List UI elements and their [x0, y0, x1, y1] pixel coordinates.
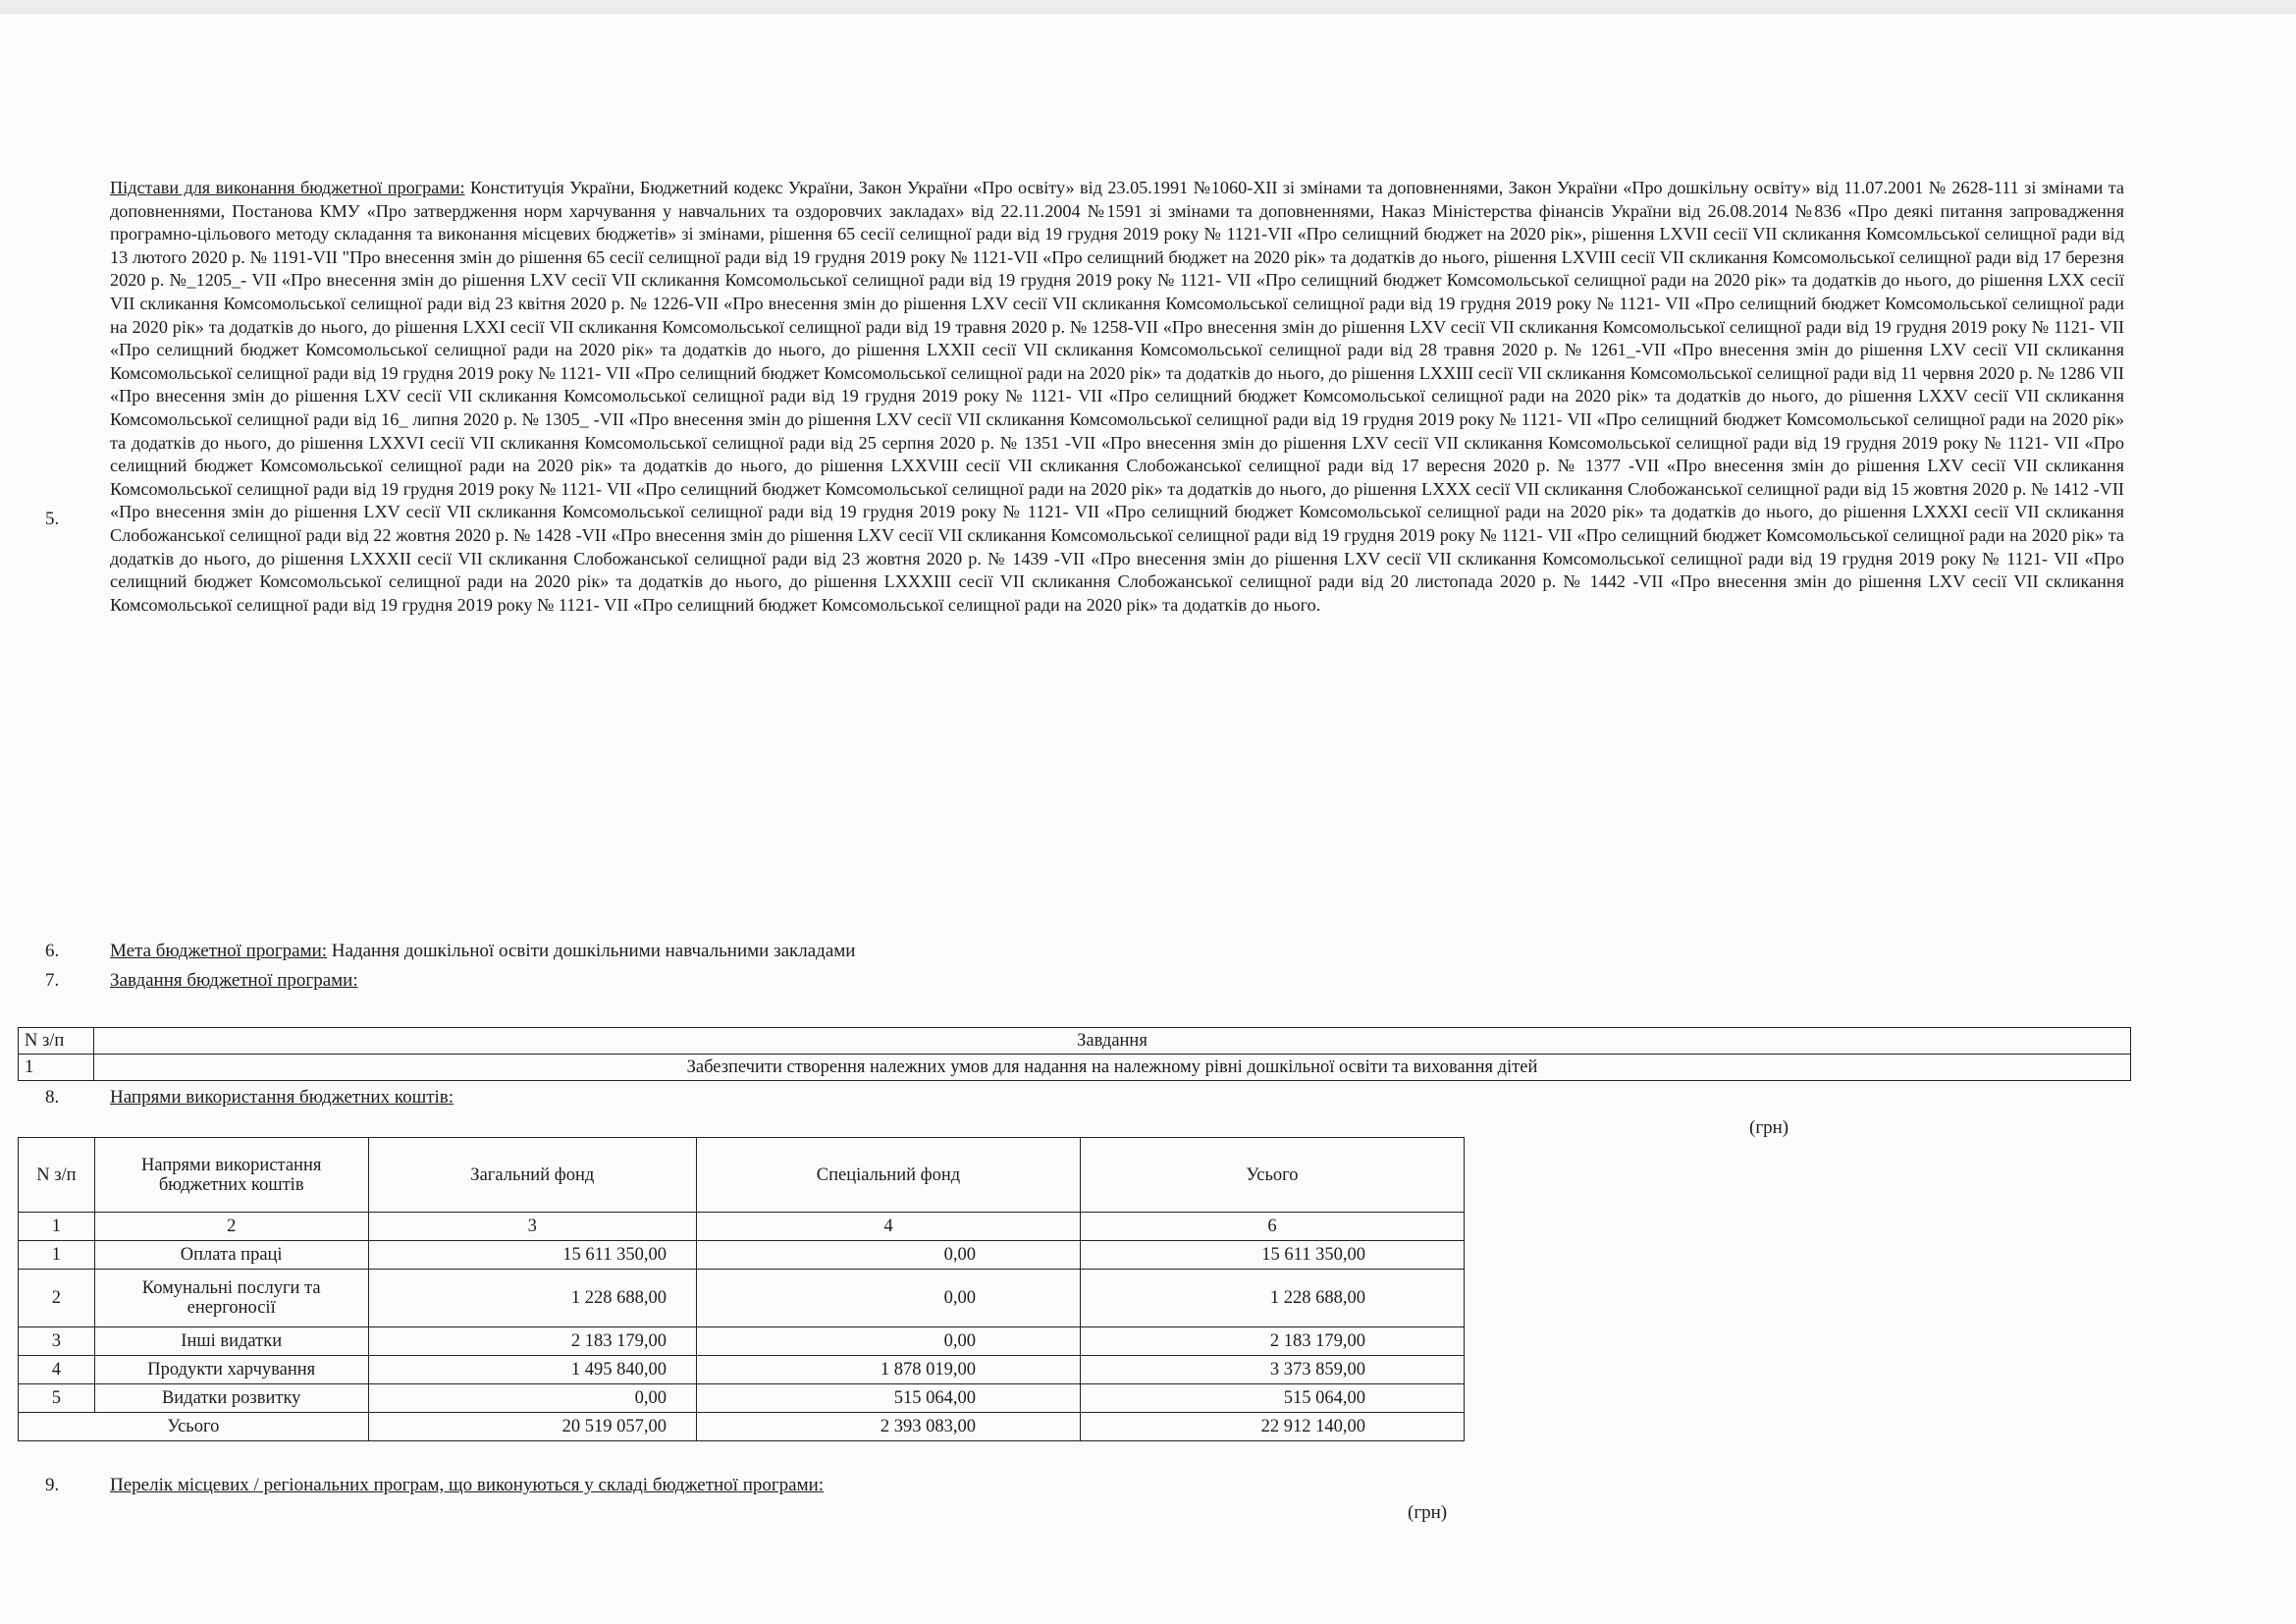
row-number: 5 — [19, 1384, 95, 1413]
row-direction: Інші видатки — [94, 1327, 368, 1356]
col-number: 3 — [368, 1213, 696, 1241]
row-general-fund: 2 183 179,00 — [368, 1327, 696, 1356]
table-row — [19, 1270, 1465, 1327]
col-number: 6 — [1080, 1213, 1464, 1241]
tasks-header-row — [19, 1028, 2131, 1055]
row-number: 1 — [19, 1241, 95, 1270]
col-number: 1 — [19, 1213, 95, 1241]
section-8-number: 8. — [45, 1087, 60, 1108]
section-7-number: 7. — [45, 970, 60, 991]
section-6-title: Мета бюджетної програми: — [110, 941, 328, 961]
header-general-fund: Загальний фонд — [368, 1138, 696, 1213]
section-8-title: Напрями використання бюджетних коштів: — [110, 1087, 454, 1108]
header-special-fund: Спеціальний фонд — [697, 1138, 1081, 1213]
row-number: 2 — [19, 1270, 95, 1327]
tasks-header-task: Завдання — [94, 1028, 2131, 1055]
header-direction: Напрями використання бюджетних коштів — [94, 1138, 368, 1213]
section-6-line — [110, 941, 855, 962]
table-row — [19, 1327, 1465, 1356]
tasks-header-number: N з/п — [19, 1028, 94, 1055]
row-general-fund: 1 228 688,00 — [368, 1270, 696, 1327]
task-number: 1 — [19, 1055, 94, 1081]
header-number: N з/п — [19, 1138, 95, 1213]
total-row — [19, 1413, 1465, 1441]
section-7-title: Завдання бюджетної програми: — [110, 970, 358, 991]
row-total: 15 611 350,00 — [1080, 1241, 1464, 1270]
row-special-fund: 0,00 — [697, 1241, 1081, 1270]
section-5-number: 5. — [45, 509, 60, 529]
total-sum: 22 912 140,00 — [1080, 1413, 1464, 1441]
row-special-fund: 1 878 019,00 — [697, 1356, 1081, 1384]
section-5-title: Підстави для виконання бюджетної програми: — [110, 178, 465, 197]
scan-edge — [0, 0, 2296, 14]
row-total: 3 373 859,00 — [1080, 1356, 1464, 1384]
section-6-number: 6. — [45, 941, 60, 961]
row-total: 2 183 179,00 — [1080, 1327, 1464, 1356]
column-number-row — [19, 1213, 1465, 1241]
section-9-title: Перелік місцевих / регіональних програм, що виконуються у складі бюджетної програми: — [110, 1475, 825, 1495]
total-special-fund: 2 393 083,00 — [697, 1413, 1081, 1441]
row-special-fund: 515 064,00 — [697, 1384, 1081, 1413]
row-number: 4 — [19, 1356, 95, 1384]
row-total: 1 228 688,00 — [1080, 1270, 1464, 1327]
row-general-fund: 15 611 350,00 — [368, 1241, 696, 1270]
tasks-table — [18, 1027, 2131, 1081]
row-direction: Продукти харчування — [94, 1356, 368, 1384]
section-5-paragraph — [110, 177, 2124, 617]
directions-header-row — [19, 1138, 1465, 1213]
total-general-fund: 20 519 057,00 — [368, 1413, 696, 1441]
row-general-fund: 1 495 840,00 — [368, 1356, 696, 1384]
section-9-unit: (грн) — [1408, 1502, 1448, 1523]
section-6-text: Надання дошкільної освіти дошкільними навчальними закладами — [331, 941, 856, 961]
header-total: Усього — [1080, 1138, 1464, 1213]
section-5-text: Конституція України, Бюджетний кодекс України, Закон України «Про освіту» від 23.05.1991 №1060-XII зі змінами та доповненнями, Закон України «Про дошкільну освіту» від 11.07.2001 № 2628-111 зі змінами та доповненнями, Постанова КМУ «Про затвердження норм харчування у навчальних та оздоровчих закладах» від 22.11.2004 №1591 зі змінами та доповненнями, Наказ Міністерства фінансів України від 26.08.2014 №836 «Про деякі питання запровадження програмно-цільового методу складання та виконання місцевих бюджетів» зі змінами, рішення 65 сесії селищної ради від 19 грудня 2019 року № 1121-VII «Про селищний бюджет на 2020 рік», рішення LXVII сесії VII скликання Комсомльської селищної ради від 13 лютого 2020 р. № 1191-VII "Про внесення змін до рішення 65 сесії селищної ради від 19 грудня 2019 року № 1121-VII «Про селищний бюджет на 2020 рік» та додатків до нього, рішення LXVIII сесії VII скликання Комсомольської селищної ради від 17 березня 2020 р. №_1205_- VII «Про внесення змін до рішення LXV сесії VII скликання Комсомольської селищної ради від 19 грудня 2019 року № 1121- VII «Про селищний бюджет Комсомольської селищної ради на 2020 рік» та додатків до нього, до рішення LXX сесії VII скликання Комсомольської селищної ради від 23 квітня 2020 р. № 1226-VII «Про внесення змін до рішення LXV сесії VII скликання Комсомольської селищної ради від 19 грудня 2019 року № 1121- VII «Про селищний бюджет Комсомольської селищної ради на 2020 рік» та додатків до нього, до рішення LXXI сесії VII скликання Комсомольської селищної ради від 19 травня 2020 р. № 1258-VII «Про внесення змін до рішення LXV сесії VII скликання Комсомольської селищної ради від 19 грудня 2019 року № 1121- VII «Про селищний бюджет Комсомольської селищної ради на 2020 рік» та додатків до нього, до рішення LXXII сесії VII скликання Комсомольської селищної ради від 28 травня 2020 р. № 1261_-VII «Про внесення змін до рішення LXV сесії VII скликання Комсомольської селищної ради від 19 грудня 2019 року № 1121- VII «Про селищний бюджет Комсомольської селищної ради на 2020 рік» та додатків до нього, до рішення LXXIII сесії VII скликання Комсомольської селищної ради від 11 червня 2020 р. № 1286 VII «Про внесення змін до рішення LXV сесії VII скликання Комсомольської селищної ради від 19 грудня 2019 року № 1121- VII «Про селищний бюджет Комсомольської селищної ради на 2020 рік» та додатків до нього, до рішення LXXV сесії VII скликання Комсомольської селищної ради від 16_ липня 2020 р. № 1305_ -VII «Про внесення змін до рішення LXV сесії VII скликання Комсомольської селищної ради від 19 грудня 2019 року № 1121- VII «Про селищний бюджет Комсомольської селищної ради на 2020 рік» та додатків до нього, до рішення LXXVI сесії VII скликання Комсомольської селищної ради від 25 серпня 2020 р. № 1351 -VII «Про внесення змін до рішення LXV сесії VII скликання Комсомольської селищної ради від 19 грудня 2019 року № 1121- VII «Про селищний бюджет Комсомольської селищної ради на 2020 рік» та додатків до нього, до рішення LXXVIII сесії VII скликання Слобожанської селищної ради від 17 вересня 2020 р. № 1377 -VII «Про внесення змін до рішення LXV сесії VII скликання Комсомольської селищної ради від 19 грудня 2019 року № 1121- VII «Про селищний бюджет Комсомольської селищної ради на 2020 рік» та додатків до нього, до рішення LXXX сесії VII скликання Слобожанської селищної ради від 15 жовтня 2020 р. № 1412 -VII «Про внесення змін до рішення LXV сесії VII скликання Комсомольської селищної ради від 19 грудня 2019 року № 1121- VII «Про селищний бюджет Комсомольської селищної ради на 2020 рік» та додатків до нього, до рішення LXXXI сесії VII скликання Слобожанської селищної ради від 22 жовтня 2020 р. № 1428 -VII «Про внесення змін до рішення LXV сесії VII скликання Комсомольської селищної ради від 19 грудня 2019 року № 1121- VII «Про селищний бюджет Комсомольської селищної ради на 2020 рік» та додатків до нього, до рішення LXXXII сесії VII скликання Слобожанської селищної ради від 23 жовтня 2020 р. № 1439 -VII «Про внесення змін до рішення LXV сесії VII скликання Комсомольської селищної ради від 19 грудня 2019 року № 1121- VII «Про селищний бюджет Комсомольської селищної ради на 2020 рік» та додатків до нього, до рішення LXXXIII сесії VII скликання Слобожанської селищної ради від 20 листопада 2020 р. № 1442 -VII «Про внесення змін до рішення LXV сесії VII скликання Комсомольської селищної ради від 19 грудня 2019 року № 1121- VII «Про селищний бюджет Комсомольської селищної ради на 2020 рік» та додатків до нього. — [110, 178, 2124, 615]
table-row — [19, 1241, 1465, 1270]
row-general-fund: 0,00 — [368, 1384, 696, 1413]
section-9-number: 9. — [45, 1475, 60, 1495]
table-row — [19, 1356, 1465, 1384]
row-direction: Оплата праці — [94, 1241, 368, 1270]
col-number: 2 — [94, 1213, 368, 1241]
row-number: 3 — [19, 1327, 95, 1356]
row-special-fund: 0,00 — [697, 1270, 1081, 1327]
row-direction: Комунальні послуги та енергоносії — [94, 1270, 368, 1327]
table-row — [19, 1384, 1465, 1413]
total-label: Усього — [19, 1413, 369, 1441]
row-special-fund: 0,00 — [697, 1327, 1081, 1356]
directions-table — [18, 1137, 1465, 1441]
task-text: Забезпечити створення належних умов для надання на належному рівні дошкільної освіти та виховання дітей — [94, 1055, 2131, 1081]
col-number: 4 — [697, 1213, 1081, 1241]
table-row — [19, 1055, 2131, 1081]
section-8-unit: (грн) — [1749, 1117, 1789, 1138]
row-total: 515 064,00 — [1080, 1384, 1464, 1413]
row-direction: Видатки розвитку — [94, 1384, 368, 1413]
